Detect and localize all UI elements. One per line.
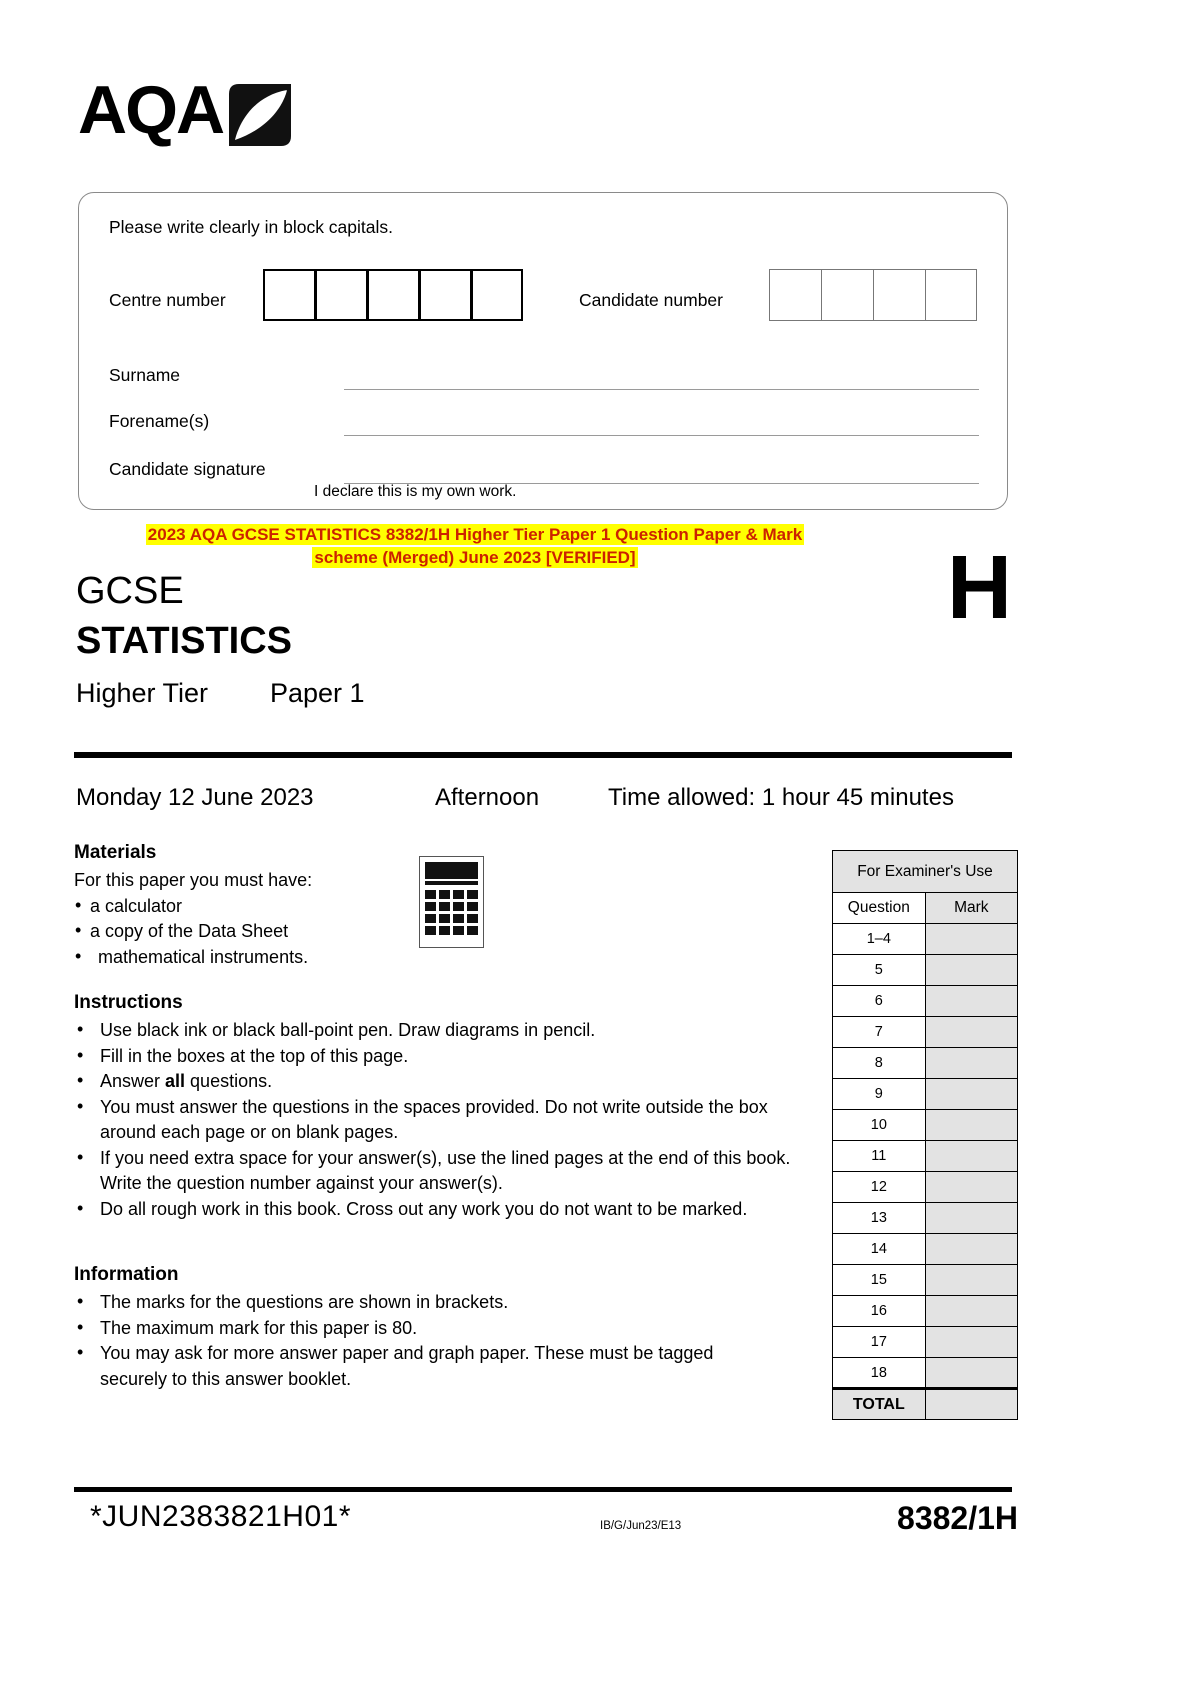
materials-item: • a calculator bbox=[74, 894, 494, 920]
mark-cell[interactable] bbox=[925, 1110, 1017, 1141]
question-label: 14 bbox=[833, 1234, 926, 1265]
instructions-item: • Use black ink or black ball-point pen. Draw diagrams in pencil. bbox=[74, 1018, 804, 1044]
question-label: 17 bbox=[833, 1327, 926, 1358]
merged-document-title bbox=[80, 523, 870, 570]
candidate-number-input[interactable] bbox=[769, 269, 977, 321]
centre-number-label: Centre number bbox=[109, 290, 226, 310]
centre-number-cell[interactable] bbox=[263, 269, 315, 321]
instructions-heading: Instructions bbox=[74, 992, 183, 1013]
paper-code: 8382/1H bbox=[897, 1500, 1018, 1536]
instructions-item-post: questions. bbox=[185, 1071, 273, 1092]
subject-title: STATISTICS bbox=[76, 620, 293, 662]
column-header-mark: Mark bbox=[925, 893, 1017, 924]
question-label: 8 bbox=[833, 1048, 926, 1079]
question-label: 7 bbox=[833, 1017, 926, 1048]
tier-label: Higher Tier bbox=[76, 678, 209, 708]
calculator-bar bbox=[425, 881, 478, 885]
table-row bbox=[833, 955, 1018, 986]
question-label: 1–4 bbox=[833, 924, 926, 955]
instructions-item: • If you need extra space for your answer(s), use the lined pages at the end of this book. Write the question number against your answer(s). bbox=[74, 1146, 804, 1197]
mark-cell[interactable] bbox=[925, 1172, 1017, 1203]
candidate-number-cell[interactable] bbox=[925, 269, 977, 321]
table-row bbox=[833, 1358, 1018, 1389]
forename-label: Forename(s) bbox=[109, 411, 210, 431]
aqa-logo-text: AQA bbox=[78, 72, 224, 148]
mark-cell[interactable] bbox=[925, 1079, 1017, 1110]
question-label: 6 bbox=[833, 986, 926, 1017]
merged-title-line-2: scheme (Merged) June 2023 [VERIFIED] bbox=[314, 548, 636, 568]
internal-reference-code: IB/G/Jun23/E13 bbox=[600, 1520, 682, 1532]
footer-divider bbox=[74, 1487, 1012, 1492]
forename-line[interactable] bbox=[344, 435, 979, 436]
examiner-table-title: For Examiner's Use bbox=[833, 851, 1018, 893]
information-list bbox=[74, 1290, 774, 1392]
table-row bbox=[833, 924, 1018, 955]
block-capitals-note: Please write clearly in block capitals. bbox=[109, 217, 394, 237]
instructions-item: • Do all rough work in this book. Cross out any work you do not want to be marked. bbox=[74, 1197, 804, 1223]
mark-cell[interactable] bbox=[925, 924, 1017, 955]
information-heading: Information bbox=[74, 1264, 179, 1285]
mark-cell[interactable] bbox=[925, 1296, 1017, 1327]
declaration-text: I declare this is my own work. bbox=[314, 483, 517, 500]
question-label: 5 bbox=[833, 955, 926, 986]
instructions-list bbox=[74, 1018, 804, 1222]
examiner-marks-table bbox=[832, 850, 1018, 1420]
mark-cell[interactable] bbox=[925, 1048, 1017, 1079]
exam-session: Afternoon bbox=[435, 784, 540, 811]
total-label: TOTAL bbox=[833, 1389, 926, 1420]
table-row bbox=[833, 1203, 1018, 1234]
barcode-reference: *JUN2383821H01* bbox=[90, 1500, 352, 1533]
table-row bbox=[833, 1327, 1018, 1358]
mark-cell[interactable] bbox=[925, 1327, 1017, 1358]
question-label: 9 bbox=[833, 1079, 926, 1110]
question-label: 11 bbox=[833, 1141, 926, 1172]
instructions-item: • Fill in the boxes at the top of this page. bbox=[74, 1044, 804, 1070]
question-label: 13 bbox=[833, 1203, 926, 1234]
candidate-details-box bbox=[78, 192, 1008, 510]
materials-heading: Materials bbox=[74, 842, 157, 863]
materials-item: • mathematical instruments. bbox=[74, 945, 494, 971]
candidate-number-label: Candidate number bbox=[579, 290, 723, 310]
table-row bbox=[833, 1079, 1018, 1110]
table-row-total bbox=[833, 1389, 1018, 1420]
merged-title-line-1: 2023 AQA GCSE STATISTICS 8382/1H Higher Tier Paper 1 Question Paper & Mark bbox=[147, 525, 803, 544]
tier-letter-badge: H bbox=[947, 538, 1012, 638]
table-row-header-main bbox=[833, 851, 1018, 893]
mark-cell[interactable] bbox=[925, 1141, 1017, 1172]
question-label: 18 bbox=[833, 1358, 926, 1389]
candidate-number-cell[interactable] bbox=[821, 269, 873, 321]
mark-cell[interactable] bbox=[925, 1017, 1017, 1048]
information-item: • You may ask for more answer paper and graph paper. These must be tagged securely to this answer booklet. bbox=[74, 1341, 774, 1392]
qualification-level: GCSE bbox=[76, 570, 184, 612]
table-row bbox=[833, 1234, 1018, 1265]
calculator-keys bbox=[425, 890, 478, 935]
table-row bbox=[833, 986, 1018, 1017]
mark-cell[interactable] bbox=[925, 1358, 1017, 1389]
question-label: 10 bbox=[833, 1110, 926, 1141]
table-row bbox=[833, 1296, 1018, 1327]
exam-time-allowed: Time allowed: 1 hour 45 minutes bbox=[608, 784, 954, 811]
aqa-logo bbox=[78, 72, 291, 151]
table-row bbox=[833, 1141, 1018, 1172]
instructions-item-emphasis: all bbox=[165, 1071, 186, 1092]
mark-cell[interactable] bbox=[925, 986, 1017, 1017]
information-item: • The maximum mark for this paper is 80. bbox=[74, 1316, 774, 1342]
instructions-item-pre: Answer bbox=[100, 1071, 166, 1092]
centre-number-cell[interactable] bbox=[315, 269, 367, 321]
table-row bbox=[833, 1110, 1018, 1141]
question-label: 15 bbox=[833, 1265, 926, 1296]
instructions-item: • You must answer the questions in the spaces provided. Do not write outside the box around each page or on blank pages. bbox=[74, 1095, 804, 1146]
table-row bbox=[833, 1265, 1018, 1296]
table-row bbox=[833, 1172, 1018, 1203]
mark-cell[interactable] bbox=[925, 1265, 1017, 1296]
instructions-item bbox=[74, 1069, 804, 1095]
exam-date: Monday 12 June 2023 bbox=[76, 784, 314, 811]
calculator-icon bbox=[419, 856, 484, 948]
centre-number-cell[interactable] bbox=[471, 269, 523, 321]
candidate-number-cell[interactable] bbox=[769, 269, 821, 321]
column-header-question: Question bbox=[833, 893, 926, 924]
calculator-screen bbox=[425, 862, 478, 879]
question-label: 12 bbox=[833, 1172, 926, 1203]
header-divider bbox=[74, 752, 1012, 758]
centre-number-cell[interactable] bbox=[419, 269, 471, 321]
instructions-section bbox=[74, 990, 804, 1222]
table-row bbox=[833, 1017, 1018, 1048]
mark-cell[interactable] bbox=[925, 1234, 1017, 1265]
materials-item: • a copy of the Data Sheet bbox=[74, 919, 494, 945]
signature-label: Candidate signature bbox=[109, 459, 266, 479]
information-item: • The marks for the questions are shown in brackets. bbox=[74, 1290, 774, 1316]
materials-lead: For this paper you must have: bbox=[74, 869, 313, 890]
mark-cell[interactable] bbox=[925, 1203, 1017, 1234]
aqa-leaf-icon bbox=[229, 84, 291, 151]
surname-line[interactable] bbox=[344, 389, 979, 390]
table-row bbox=[833, 1048, 1018, 1079]
candidate-number-cell[interactable] bbox=[873, 269, 925, 321]
table-row-header-sub bbox=[833, 893, 1018, 924]
mark-cell[interactable] bbox=[925, 955, 1017, 986]
surname-label: Surname bbox=[109, 365, 181, 385]
question-label: 16 bbox=[833, 1296, 926, 1327]
centre-number-cell[interactable] bbox=[367, 269, 419, 321]
centre-number-input[interactable] bbox=[263, 269, 523, 321]
information-section bbox=[74, 1262, 774, 1392]
total-mark-cell[interactable] bbox=[925, 1389, 1017, 1420]
paper-label: Paper 1 bbox=[270, 678, 365, 708]
